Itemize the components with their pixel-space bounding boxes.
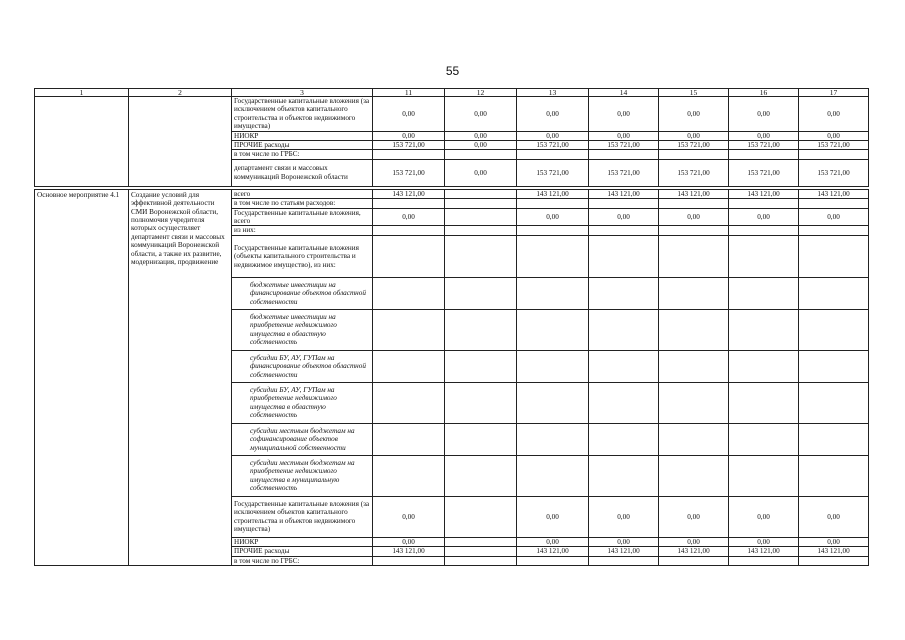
value-cell — [729, 199, 799, 208]
expense-label-cell: субсидии местным бюджетам на приобретение недвижимого имущества в муниципальную собственность — [232, 455, 373, 496]
value-cell — [589, 150, 659, 159]
value-cell — [799, 309, 869, 350]
value-cell: 143 121,00 — [517, 547, 589, 556]
value-cell — [799, 226, 869, 235]
value-cell — [659, 382, 729, 423]
value-cell — [373, 150, 445, 159]
value-cell — [729, 350, 799, 382]
value-cell: 0,00 — [373, 496, 445, 537]
budget-table — [34, 88, 869, 566]
value-cell: 0,00 — [799, 208, 869, 226]
value-cell: 0,00 — [517, 537, 589, 546]
value-cell — [589, 226, 659, 235]
value-cell — [445, 309, 517, 350]
value-cell — [373, 455, 445, 496]
value-cell: 143 121,00 — [799, 547, 869, 556]
expense-label-cell: Государственные капитальные вложения (объекты капитального строительства и недвижимое имущество), из них: — [232, 235, 373, 277]
column-number-cell: 14 — [589, 89, 659, 97]
value-cell: 143 121,00 — [373, 189, 445, 198]
value-cell — [445, 199, 517, 208]
column-number-cell: 16 — [729, 89, 799, 97]
value-cell — [799, 277, 869, 309]
table-row — [35, 97, 869, 132]
value-cell — [517, 309, 589, 350]
value-cell: 0,00 — [373, 131, 445, 140]
value-cell — [589, 277, 659, 309]
expense-label-cell: в том числе по ГРБС: — [232, 556, 373, 565]
value-cell: 0,00 — [373, 97, 445, 132]
value-cell: 0,00 — [799, 496, 869, 537]
expense-label-cell: субсидии БУ, АУ, ГУПам на приобретение недвижимого имущества в областную собственность — [232, 382, 373, 423]
value-cell — [373, 277, 445, 309]
value-cell: 0,00 — [445, 97, 517, 132]
value-cell — [659, 226, 729, 235]
value-cell: 0,00 — [589, 208, 659, 226]
value-cell: 153 721,00 — [659, 141, 729, 150]
value-cell — [659, 350, 729, 382]
value-cell — [799, 556, 869, 565]
value-cell — [799, 235, 869, 277]
value-cell — [799, 150, 869, 159]
value-cell: 143 121,00 — [659, 189, 729, 198]
value-cell: 0,00 — [589, 97, 659, 132]
value-cell: 143 121,00 — [373, 547, 445, 556]
value-cell — [445, 382, 517, 423]
value-cell — [445, 423, 517, 455]
value-cell: 0,00 — [589, 496, 659, 537]
value-cell — [729, 556, 799, 565]
column-number-cell: 11 — [373, 89, 445, 97]
value-cell — [799, 382, 869, 423]
value-cell: 0,00 — [589, 537, 659, 546]
value-cell — [729, 455, 799, 496]
value-cell — [729, 277, 799, 309]
value-cell — [729, 382, 799, 423]
value-cell — [659, 150, 729, 159]
value-cell — [659, 235, 729, 277]
value-cell: 153 721,00 — [659, 159, 729, 186]
value-cell — [445, 350, 517, 382]
value-cell: 0,00 — [517, 131, 589, 140]
value-cell: 153 721,00 — [729, 159, 799, 186]
value-cell: 0,00 — [517, 208, 589, 226]
value-cell: 143 121,00 — [729, 189, 799, 198]
value-cell: 153 721,00 — [729, 141, 799, 150]
value-cell: 143 121,00 — [799, 189, 869, 198]
value-cell: 153 721,00 — [517, 159, 589, 186]
column-number-cell: 2 — [129, 89, 232, 97]
value-cell: 143 121,00 — [729, 547, 799, 556]
expense-label-cell: Государственные капитальные вложения, всего — [232, 208, 373, 226]
value-cell — [517, 382, 589, 423]
column-number-cell: 3 — [232, 89, 373, 97]
value-cell: 153 721,00 — [373, 159, 445, 186]
value-cell: 143 121,00 — [659, 547, 729, 556]
expense-label-cell: субсидии БУ, АУ, ГУПам на финансирование объектов областной собственности — [232, 350, 373, 382]
value-cell: 0,00 — [799, 537, 869, 546]
value-cell — [445, 235, 517, 277]
value-cell: 0,00 — [445, 159, 517, 186]
value-cell — [589, 199, 659, 208]
expense-label-cell: субсидии местным бюджетам на софинансирование объектов муниципальной собственности — [232, 423, 373, 455]
event-code-cell — [35, 97, 129, 187]
value-cell — [799, 350, 869, 382]
value-cell: 153 721,00 — [517, 141, 589, 150]
table-row — [35, 189, 869, 198]
column-number-cell: 1 — [35, 89, 129, 97]
value-cell: 0,00 — [659, 97, 729, 132]
page-number: 55 — [445, 64, 460, 78]
value-cell: 153 721,00 — [589, 141, 659, 150]
value-cell — [445, 455, 517, 496]
column-number-header-row — [35, 89, 869, 97]
column-number-cell: 15 — [659, 89, 729, 97]
value-cell — [799, 455, 869, 496]
value-cell — [589, 350, 659, 382]
value-cell — [659, 199, 729, 208]
value-cell: 143 121,00 — [589, 189, 659, 198]
value-cell: 0,00 — [799, 97, 869, 132]
value-cell: 0,00 — [589, 131, 659, 140]
event-code-cell: Основное мероприятие 4.1 — [35, 189, 129, 565]
value-cell — [517, 350, 589, 382]
value-cell — [373, 556, 445, 565]
expense-label-cell: департамент связи и массовых коммуникаций Воронежской области — [232, 159, 373, 186]
expense-label-cell: бюджетные инвестиции на финансирование объектов областной собственности — [232, 277, 373, 309]
value-cell: 143 121,00 — [517, 189, 589, 198]
column-number-cell: 17 — [799, 89, 869, 97]
value-cell — [659, 556, 729, 565]
column-number-cell: 13 — [517, 89, 589, 97]
value-cell: 0,00 — [659, 537, 729, 546]
expense-label-cell: бюджетные инвестиции на приобретение недвижимого имущества в областную собственность — [232, 309, 373, 350]
value-cell — [517, 199, 589, 208]
expense-label-cell: ПРОЧИЕ расходы — [232, 141, 373, 150]
value-cell — [659, 277, 729, 309]
expense-label-cell: Государственные капитальные вложения (за исключением объектов капитального строительства и объектов недвижимого имущества) — [232, 496, 373, 537]
value-cell — [799, 423, 869, 455]
expense-label-cell: из них: — [232, 226, 373, 235]
value-cell — [729, 235, 799, 277]
expense-label-cell: ПРОЧИЕ расходы — [232, 547, 373, 556]
value-cell: 0,00 — [659, 496, 729, 537]
value-cell — [517, 556, 589, 565]
value-cell: 0,00 — [445, 141, 517, 150]
value-cell: 153 721,00 — [373, 141, 445, 150]
value-cell: 0,00 — [659, 208, 729, 226]
value-cell: 0,00 — [659, 131, 729, 140]
value-cell — [445, 226, 517, 235]
value-cell — [445, 150, 517, 159]
value-cell — [445, 537, 517, 546]
value-cell: 0,00 — [517, 496, 589, 537]
value-cell: 143 121,00 — [589, 547, 659, 556]
value-cell: 0,00 — [729, 97, 799, 132]
value-cell: 0,00 — [729, 208, 799, 226]
expense-label-cell: всего — [232, 189, 373, 198]
event-name-cell — [129, 97, 232, 187]
value-cell — [659, 455, 729, 496]
event-name-cell: Создание условий для эффективной деятельности СМИ Воронежской области, полномочия учредителя которых осуществляет департамент связи и массовых коммуникаций Воронежской области, а также их развитие, модернизация, продвижение — [129, 189, 232, 565]
value-cell — [517, 226, 589, 235]
value-cell — [373, 235, 445, 277]
value-cell: 0,00 — [729, 131, 799, 140]
value-cell — [589, 309, 659, 350]
value-cell — [589, 235, 659, 277]
value-cell — [589, 423, 659, 455]
value-cell — [517, 455, 589, 496]
column-number-cell: 12 — [445, 89, 517, 97]
value-cell: 0,00 — [729, 496, 799, 537]
expense-label-cell: Государственные капитальные вложения (за исключением объектов капитального строительства и объектов недвижимого имущества) — [232, 97, 373, 132]
value-cell — [445, 496, 517, 537]
value-cell — [373, 382, 445, 423]
value-cell — [729, 150, 799, 159]
expense-label-cell: в том числе по ГРБС: — [232, 150, 373, 159]
value-cell: 0,00 — [373, 537, 445, 546]
value-cell — [517, 277, 589, 309]
value-cell — [517, 235, 589, 277]
value-cell — [373, 226, 445, 235]
value-cell — [659, 423, 729, 455]
value-cell — [659, 309, 729, 350]
value-cell — [729, 309, 799, 350]
value-cell — [799, 199, 869, 208]
value-cell: 0,00 — [517, 97, 589, 132]
value-cell: 0,00 — [373, 208, 445, 226]
value-cell: 0,00 — [799, 131, 869, 140]
value-cell — [517, 150, 589, 159]
value-cell: 153 721,00 — [799, 141, 869, 150]
expense-label-cell: НИОКР — [232, 537, 373, 546]
expense-label-cell: в том числе по статьям расходов: — [232, 199, 373, 208]
value-cell — [373, 350, 445, 382]
value-cell: 153 721,00 — [589, 159, 659, 186]
value-cell — [445, 556, 517, 565]
value-cell: 153 721,00 — [799, 159, 869, 186]
value-cell — [445, 547, 517, 556]
value-cell — [729, 226, 799, 235]
value-cell — [445, 277, 517, 309]
value-cell — [445, 208, 517, 226]
value-cell: 0,00 — [445, 131, 517, 140]
value-cell — [729, 423, 799, 455]
value-cell — [373, 423, 445, 455]
value-cell — [589, 455, 659, 496]
value-cell — [517, 423, 589, 455]
value-cell: 0,00 — [729, 537, 799, 546]
budget-table-body — [35, 89, 869, 566]
value-cell — [373, 309, 445, 350]
value-cell — [589, 382, 659, 423]
expense-label-cell: НИОКР — [232, 131, 373, 140]
value-cell — [589, 556, 659, 565]
value-cell — [373, 199, 445, 208]
value-cell — [445, 189, 517, 198]
